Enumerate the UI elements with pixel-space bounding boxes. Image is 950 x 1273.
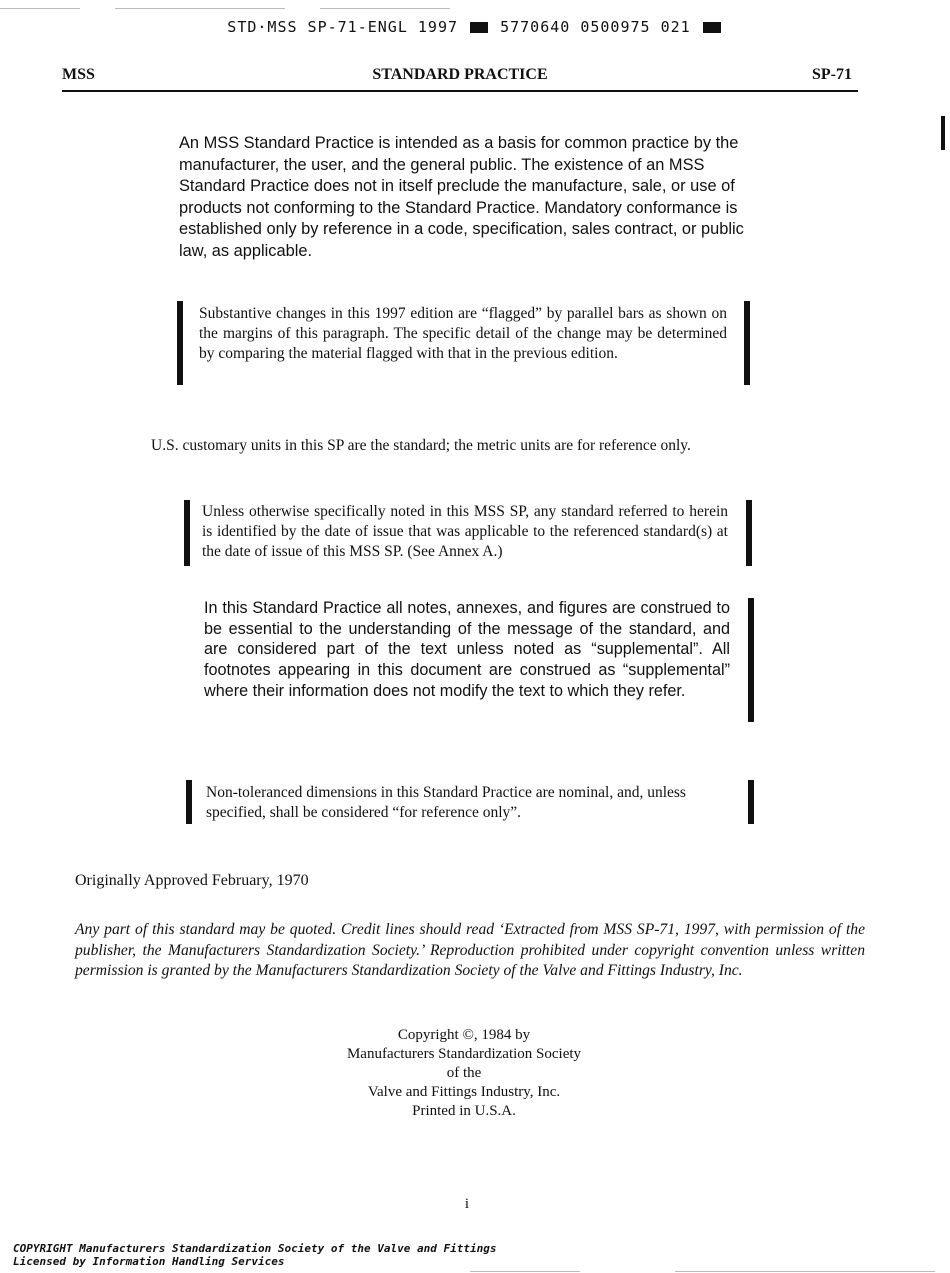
black-block-mark	[470, 22, 488, 33]
dimensions-paragraph: Non-toleranced dimensions in this Standard Practice are nominal, and, unless specified, shall be considered “for reference only”.	[206, 784, 686, 821]
document-id-line	[0, 18, 950, 36]
scan-artifact-line	[675, 1271, 935, 1272]
change-bar-left	[177, 301, 183, 385]
header-center: STANDARD PRACTICE	[372, 66, 548, 83]
header-left: MSS	[62, 66, 95, 83]
copyright-footer	[13, 1242, 496, 1268]
change-bar	[941, 116, 945, 150]
notes-paragraph: In this Standard Practice all notes, annexes, and figures are construed to be essential to the understanding of the message of the standard, and are considered part of the text unless noted as “supplemental”. All footnotes appearing in this document are construed as “supplemental” where their information does not modify the text to which they refer.	[204, 599, 730, 700]
page-number: i	[464, 1196, 470, 1212]
change-bar-left	[184, 500, 190, 566]
change-bar-left	[186, 780, 192, 824]
change-bar-right	[746, 500, 752, 566]
document-id-part2: 5770640 0500975 021	[500, 18, 691, 36]
printed-in: Printed in U.S.A.	[412, 1103, 516, 1119]
change-bar-right	[748, 598, 754, 722]
scan-artifact-line	[470, 1271, 580, 1272]
approval-date: Originally Approved February, 1970	[75, 872, 309, 889]
change-bar-right	[748, 780, 754, 824]
scan-artifact-line	[0, 8, 80, 9]
copyright-society: Manufacturers Standardization Society	[346, 1046, 582, 1062]
copyright-industry: Valve and Fittings Industry, Inc.	[367, 1084, 561, 1100]
copyright-block	[0, 1026, 928, 1121]
scan-artifact-line	[320, 8, 450, 9]
intro-paragraph: An MSS Standard Practice is intended as a basis for common practice by the manufacturer, the user, and the general public. The existence of an MSS Standard Practice does not in itself preclude the manufacture, sale, or use of products not conforming to the Standard Practice. Mandatory conformance is established only by reference in a code, specification, sales contract, or public law, as applicable.	[179, 134, 744, 260]
footer-line-2: Licensed by Information Handling Services	[13, 1255, 285, 1268]
changes-paragraph: Substantive changes in this 1997 edition are “flagged” by parallel bars as shown on the margins of this paragraph. The specific detail of the change may be determined by comparing the material flagged with that in the previous edition.	[199, 305, 727, 362]
black-block-mark	[703, 22, 721, 33]
copyright-of-the: of the	[446, 1065, 482, 1081]
change-bar-right	[744, 301, 750, 385]
header-rule	[62, 90, 858, 92]
reproduction-notice: Any part of this standard may be quoted. Credit lines should read ‘Extracted from MSS SP-71, 1997, with permission of the publisher, the Manufacturers Standardization Society.’ Reproduction prohibited under copyright convention unless written permission is granted by the Manufacturers Standardization Society of the Valve and Fittings Industry, Inc.	[75, 921, 865, 979]
scan-artifact-line	[115, 8, 285, 9]
copyright-line: Copyright ©, 1984 by	[397, 1027, 531, 1043]
document-id-part1: STD·MSS SP-71-ENGL 1997	[227, 18, 459, 36]
units-paragraph: U.S. customary units in this SP are the standard; the metric units are for reference only.	[151, 437, 691, 454]
footer-line-1: COPYRIGHT Manufacturers Standardization Society of the Valve and Fittings	[13, 1242, 497, 1255]
header-right: SP-71	[812, 66, 852, 83]
referenced-standards-paragraph: Unless otherwise specifically noted in this MSS SP, any standard referred to herein is identified by the date of issue that was applicable to the referenced standard(s) at the date of issue of this MSS SP. (See Annex A.)	[202, 503, 728, 560]
